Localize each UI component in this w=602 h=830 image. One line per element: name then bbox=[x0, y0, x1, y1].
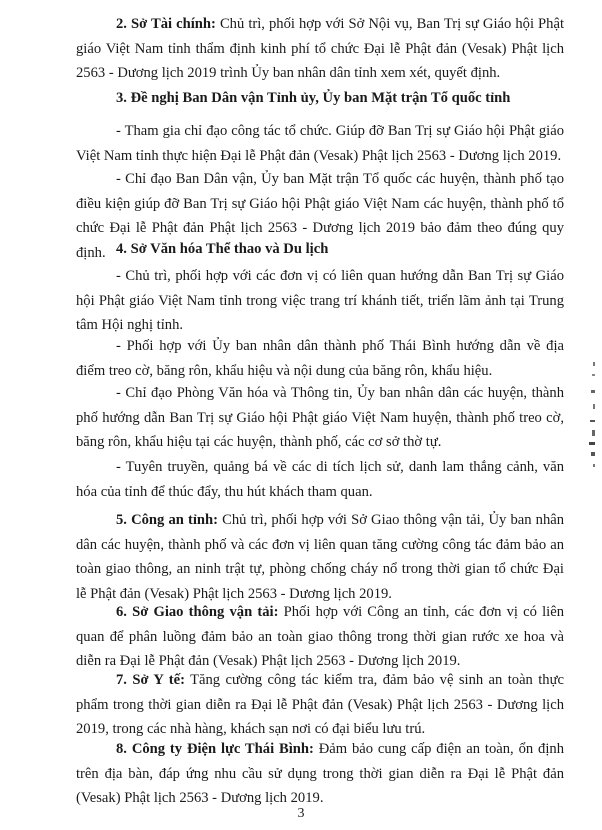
section-8-label: 8. Công ty Điện lực Thái Bình: bbox=[116, 741, 314, 757]
section-5-label: 5. Công an tỉnh: bbox=[116, 512, 219, 528]
section-3-paragraph-2: - Chỉ đạo Ban Dân vận, Ủy ban Mặt trận Tổ quốc các huyện, thành phố tạo điều kiện giúp đỡ Ban Trị sự Giáo hội Phật giáo Việt Nam các huyện, thành phố tổ chức Đại lễ Phật đản Phật lịch 2563 - Dương lịch 2019 bảo đảm theo đúng quy định. bbox=[76, 171, 564, 261]
section-4-paragraph-4: - Tuyên truyền, quảng bá về các di tích lịch sử, danh lam thắng cảnh, văn hóa của tỉnh để thúc đẩy, thu hút khách tham quan. bbox=[76, 459, 564, 500]
section-4-heading: 4. Sở Văn hóa Thể thao và Du lịch bbox=[116, 241, 329, 257]
section-8-paragraph bbox=[76, 737, 564, 811]
section-2-text: Chủ trì, phối hợp với Sở Nội vụ, Ban Trị sự Giáo hội Phật giáo Việt Nam tỉnh thẩm định kinh phí tổ chức Đại lễ Phật đản (Vesak) Phật lịch 2563 - Dương lịch 2019 trình Ủy ban nhân dân tỉnh xem xét, quyết định. bbox=[76, 16, 564, 81]
page-number: 3 bbox=[297, 806, 305, 821]
section-2-paragraph bbox=[76, 12, 564, 86]
section-3-heading: 3. Đề nghị Ban Dân vận Tỉnh ủy, Ủy ban Mặt trận Tổ quốc tỉnh bbox=[116, 90, 511, 106]
section-8-text: Đảm bảo cung cấp điện an toàn, ổn định trên địa bàn, đáp ứng nhu cầu sử dụng trong thời gian diễn ra Đại lễ Phật đản (Vesak) Phật lịch 2563 - Dương lịch 2019. bbox=[76, 741, 564, 806]
section-5-text: Chủ trì, phối hợp với Sở Giao thông vận tải, Ủy ban nhân dân các huyện, thành phố và các đơn vị liên quan tăng cường công tác đảm bảo an toàn giao thông, an ninh trật tự, phòng chống cháy nổ trong thời gian tổ chức Đại lễ Phật đản (Vesak) Phật lịch 2563 - Dương lịch 2019. bbox=[76, 512, 565, 602]
section-4-paragraph-2: - Phối hợp với Ủy ban nhân dân thành phố Thái Bình hướng dẫn về địa điểm treo cờ, băng rôn, khẩu hiệu và nội dung của băng rôn, khẩu hiệu. bbox=[76, 338, 564, 379]
scan-edge-artifact bbox=[584, 360, 598, 480]
section-5-paragraph bbox=[76, 508, 564, 606]
section-6-paragraph bbox=[76, 600, 564, 674]
section-4-paragraph-3: - Chỉ đạo Phòng Văn hóa và Thông tin, Ủy ban nhân dân các huyện, thành phố hướng dẫn Ban Trị sự Giáo hội Phật giáo Việt Nam huyện, thành phố treo cờ, băng rôn, khẩu hiệu tại các huyện, thành phố, các cơ sở thờ tự. bbox=[76, 385, 564, 450]
section-7-text: Tăng cường công tác kiểm tra, đảm bảo vệ sinh an toàn thực phẩm trong thời gian diễn ra Đại lễ Phật đản (Vesak) Phật lịch 2563 - Dương lịch 2019, trong các nhà hàng, khách sạn nơi có đại biểu lưu trú. bbox=[76, 672, 564, 737]
section-6-label: 6. Sở Giao thông vận tải: bbox=[116, 604, 279, 620]
section-3-paragraph-1: - Tham gia chỉ đạo công tác tổ chức. Giúp đỡ Ban Trị sự Giáo hội Phật giáo Việt Nam tỉnh thực hiện Đại lễ Phật đản (Vesak) Phật lịch 2563 - Dương lịch 2019. bbox=[76, 123, 564, 164]
section-7-paragraph bbox=[76, 668, 564, 742]
section-4-paragraph-1: - Chủ trì, phối hợp với các đơn vị có liên quan hướng dẫn Ban Trị sự Giáo hội Phật giáo Việt Nam tỉnh trong việc trang trí khánh tiết, triển lãm ảnh tại Trung tâm Hội nghị tỉnh. bbox=[76, 268, 564, 333]
section-7-label: 7. Sở Y tế: bbox=[116, 672, 185, 688]
section-2-label: 2. Sở Tài chính: bbox=[116, 16, 216, 32]
section-6-text: Phối hợp với Công an tỉnh, các đơn vị có liên quan để phân luồng đảm bảo an toàn giao thông trong thời gian rước xe hoa và diễn ra Đại lễ Phật đản (Vesak) Phật lịch 2563 - Dương lịch 2019. bbox=[76, 604, 564, 669]
